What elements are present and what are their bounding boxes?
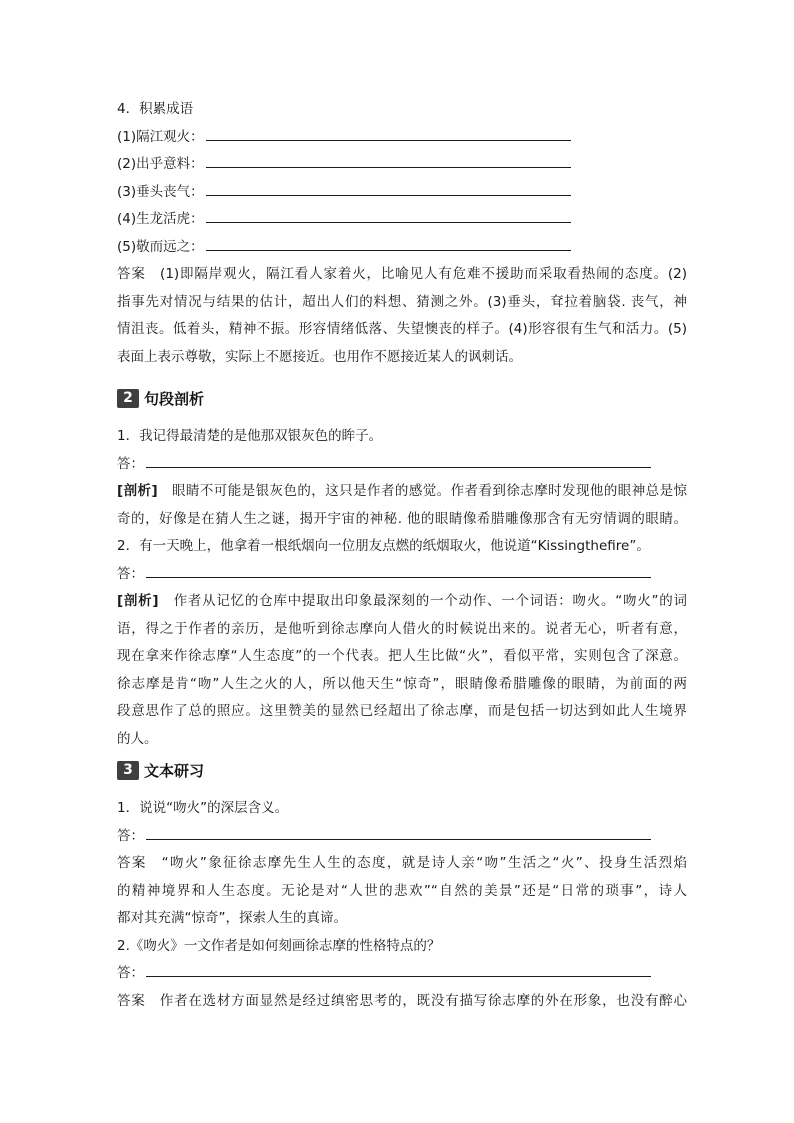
idiom-label: (5)敬而远之： <box>117 238 204 255</box>
idioms-answer-line: 指事先对情况与结果的估计，超出人们的料想、猜测之外。(3)垂头，耷拉着脑袋. 丧气，神 <box>117 293 687 310</box>
analysis-line: 奇的，好像是在猜人生之谜，揭开宇宙的神秘. 他的眼睛像希腊雕像那含有无穷情调的眼睛。 <box>117 510 687 527</box>
analysis-line: 段意思作了总的照应。这里赞美的显然已经超出了徐志摩，而是包括一切达到如此人生境界 <box>117 703 687 719</box>
idiom-item-4 <box>117 206 687 234</box>
idioms-answer-line: 情沮丧。低着头，精神不振。形容情绪低落、失望懊丧的样子。(4)形容很有生气和活力。(5) <box>117 321 687 337</box>
section-number-badge: 2 <box>117 389 139 408</box>
answer-row <box>117 451 687 479</box>
analysis-line: 的人。 <box>117 730 158 747</box>
answer-blank[interactable] <box>146 824 651 840</box>
idiom-label: (4)生龙活虎： <box>117 211 204 227</box>
document-page <box>117 96 687 1015</box>
answer-line: 答案 作者在选材方面显然是经过缜密思考的，既没有描写徐志摩的外在形象，也没有醉心 <box>117 992 687 1009</box>
section-heading-2 <box>117 385 687 411</box>
section-number-badge: 3 <box>117 761 139 780</box>
analysis-text: 眼睛不可能是银灰色的，这只是作者的感觉。作者看到徐志摩时发现他的眼神总是惊 <box>157 483 688 499</box>
answer-line: 答案 “吻火”象征徐志摩先生人生的态度，就是诗人亲“吻”生活之“火”、投身生活烈焰 <box>117 855 687 871</box>
answer-row <box>117 823 687 851</box>
question-text: 1．我记得最清楚的是他那双银灰色的眸子。 <box>117 428 383 444</box>
answer-label: 答： <box>117 827 144 844</box>
question-text: 1．说说“吻火”的深层含义。 <box>117 800 289 816</box>
idiom-label: (3)垂头丧气： <box>117 183 204 200</box>
idioms-heading: 4．积累成语 <box>117 101 194 117</box>
answer-line: 的精神境界和人生态度。无论是对“人世的悲欢”“自然的美景”还是“日常的琐事”，诗人 <box>117 882 687 899</box>
analysis-tag: [剖析] <box>117 483 158 499</box>
answer-blank[interactable] <box>146 452 651 468</box>
answer-row <box>117 960 687 988</box>
idiom-label: (1)隔江观火： <box>117 128 204 145</box>
answer-blank[interactable] <box>206 235 571 251</box>
idiom-item-2 <box>117 151 687 179</box>
answer-label: 答： <box>117 965 144 981</box>
answer-blank[interactable] <box>206 207 571 223</box>
idiom-item-1 <box>117 124 687 152</box>
section-heading-3 <box>117 757 687 783</box>
idiom-item-3 <box>117 179 687 207</box>
answer-label: 答： <box>117 565 144 582</box>
answer-blank[interactable] <box>206 125 571 141</box>
question-text: 2.《吻火》一文作者是如何刻画徐志摩的性格特点的？ <box>117 937 441 954</box>
answer-blank[interactable] <box>206 152 571 168</box>
answer-blank[interactable] <box>206 180 571 196</box>
section-title: 文本研习 <box>144 761 205 780</box>
answer-row <box>117 561 687 589</box>
analysis-line: 徐志摩是肯“吻”人生之火的人，所以他天生“惊奇”，眼睛像希腊雕像的眼睛，为前面的两 <box>117 675 687 692</box>
analysis-text: 作者从记忆的仓库中提取出印象最深刻的一个动作、一个词语：吻火。“吻火”的词 <box>158 593 687 609</box>
question-text: 2．有一天晚上，他拿着一根纸烟向一位朋友点燃的纸烟取火，他说道“Kissingthefire”。 <box>117 538 650 554</box>
analysis-line: 现在拿来作徐志摩“人生态度”的一个代表。把人生比做“火”，看似平常，实则包含了深意。 <box>117 648 687 664</box>
answer-blank[interactable] <box>146 562 651 578</box>
analysis-line: 语，得之于作者的亲历，是他听到徐志摩向人借火的时候说出来的。说者无心，听者有意， <box>117 620 687 637</box>
answer-line: 都对其充满“惊奇”，探索人生的真谛。 <box>117 910 347 926</box>
analysis-tag: [剖析] <box>117 593 159 609</box>
analysis-line <box>117 478 687 506</box>
idiom-label: (2)出乎意料： <box>117 156 204 172</box>
section-title: 句段剖析 <box>144 389 205 408</box>
idioms-answer-line: 答案 (1)即隔岸观火，隔江看人家着火，比喻见人有危难不援助而采取看热闹的态度。(2) <box>117 266 687 282</box>
idiom-item-5 <box>117 234 687 262</box>
idioms-answer-line: 表面上表示尊敬，实际上不愿接近。也用作不愿接近某人的讽刺话。 <box>117 348 522 365</box>
analysis-line <box>117 588 687 616</box>
answer-blank[interactable] <box>146 961 651 977</box>
answer-label: 答： <box>117 455 144 472</box>
